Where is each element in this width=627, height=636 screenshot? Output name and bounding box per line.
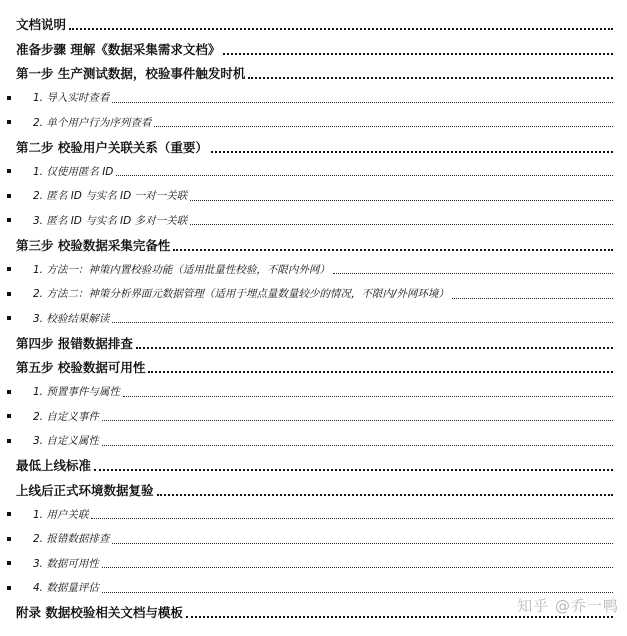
bullet-icon bbox=[7, 194, 11, 198]
bullet-icon bbox=[7, 96, 11, 100]
toc-entry-title: 第五步 校验数据可用性 bbox=[16, 360, 146, 376]
toc-entry-title: 文档说明 bbox=[16, 17, 67, 33]
dot-leader bbox=[112, 321, 613, 323]
toc-entry-title: 第三步 校验数据采集完备性 bbox=[16, 237, 171, 253]
toc-entry[interactable] bbox=[0, 233, 627, 258]
dot-leader bbox=[190, 199, 613, 201]
toc-entry-title: 准备步骤 理解《数据采集需求文档》 bbox=[16, 41, 221, 57]
toc-entry[interactable] bbox=[0, 453, 627, 478]
dot-leader bbox=[190, 223, 613, 225]
dot-leader bbox=[173, 248, 613, 251]
table-of-contents bbox=[0, 12, 627, 625]
dot-leader bbox=[248, 76, 613, 79]
dot-leader bbox=[452, 297, 613, 299]
bullet-icon bbox=[7, 537, 11, 541]
toc-entry-title: 2. 方法二：神策分析界面元数据管理（适用于埋点量数量较少的情况，不限内/外网环境） bbox=[33, 288, 449, 301]
toc-entry-title: 1. 预置事件与属性 bbox=[33, 386, 120, 399]
toc-entry-title: 3. 数据可用性 bbox=[33, 557, 99, 570]
dot-leader bbox=[223, 52, 613, 55]
toc-subentry[interactable] bbox=[0, 86, 627, 111]
toc-entry-title: 3. 校验结果解读 bbox=[33, 312, 110, 325]
toc-entry-title: 1. 仅使用匿名 ID bbox=[33, 165, 114, 178]
toc-entry[interactable] bbox=[0, 355, 627, 380]
toc-entry-title: 第一步 生产测试数据，校验事件触发时机 bbox=[16, 66, 246, 82]
watermark: 知乎 @乔一鸭 bbox=[517, 597, 619, 615]
toc-subentry[interactable] bbox=[0, 208, 627, 233]
dot-leader bbox=[112, 101, 613, 103]
toc-entry-title: 1. 用户关联 bbox=[33, 508, 89, 521]
toc-subentry[interactable] bbox=[0, 429, 627, 454]
bullet-icon bbox=[7, 512, 11, 516]
bullet-icon bbox=[7, 267, 11, 271]
toc-subentry[interactable] bbox=[0, 257, 627, 282]
toc-entry-title: 2. 自定义事件 bbox=[33, 410, 99, 423]
toc-subentry[interactable] bbox=[0, 159, 627, 184]
toc-entry-title: 3. 匿名 ID 与实名 ID 多对一关联 bbox=[33, 214, 188, 227]
toc-subentry[interactable] bbox=[0, 184, 627, 209]
dot-leader bbox=[102, 419, 613, 421]
dot-leader bbox=[69, 27, 613, 30]
dot-leader bbox=[157, 493, 613, 496]
dot-leader bbox=[94, 468, 613, 471]
toc-entry[interactable] bbox=[0, 135, 627, 160]
toc-entry[interactable] bbox=[0, 37, 627, 62]
toc-entry-title: 4. 数据量评估 bbox=[33, 582, 99, 595]
dot-leader bbox=[91, 517, 613, 519]
toc-entry-title: 2. 报错数据排查 bbox=[33, 533, 110, 546]
toc-subentry[interactable] bbox=[0, 551, 627, 576]
toc-entry[interactable] bbox=[0, 331, 627, 356]
toc-entry-title: 2. 匿名 ID 与实名 ID 一对一关联 bbox=[33, 190, 188, 203]
dot-leader bbox=[333, 272, 613, 274]
bullet-icon bbox=[7, 414, 11, 418]
toc-entry-title: 2. 单个用户行为序列查看 bbox=[33, 116, 152, 129]
bullet-icon bbox=[7, 292, 11, 296]
dot-leader bbox=[102, 566, 613, 568]
toc-entry-title: 附录 数据校验相关文档与模板 bbox=[16, 605, 183, 621]
dot-leader bbox=[116, 174, 613, 176]
bullet-icon bbox=[7, 561, 11, 565]
bullet-icon bbox=[7, 169, 11, 173]
toc-subentry[interactable] bbox=[0, 502, 627, 527]
bullet-icon bbox=[7, 120, 11, 124]
toc-subentry[interactable] bbox=[0, 380, 627, 405]
bullet-icon bbox=[7, 316, 11, 320]
bullet-icon bbox=[7, 390, 11, 394]
bullet-icon bbox=[7, 586, 11, 590]
dot-leader bbox=[123, 395, 613, 397]
bullet-icon bbox=[7, 218, 11, 222]
dot-leader bbox=[112, 542, 613, 544]
toc-subentry[interactable] bbox=[0, 527, 627, 552]
toc-subentry[interactable] bbox=[0, 306, 627, 331]
toc-entry-title: 1. 导入实时查看 bbox=[33, 92, 110, 105]
toc-entry-title: 上线后正式环境数据复验 bbox=[16, 482, 154, 498]
toc-subentry[interactable] bbox=[0, 404, 627, 429]
toc-entry-title: 第二步 校验用户关联关系（重要） bbox=[16, 139, 208, 155]
toc-subentry[interactable] bbox=[0, 110, 627, 135]
toc-entry[interactable] bbox=[0, 61, 627, 86]
toc-entry-title: 1. 方法一：神策内置校验功能（适用批量性校验，不限内外网） bbox=[33, 263, 330, 276]
dot-leader bbox=[136, 346, 613, 349]
dot-leader bbox=[154, 125, 613, 127]
toc-entry-title: 第四步 报错数据排查 bbox=[16, 335, 133, 351]
toc-entry[interactable] bbox=[0, 478, 627, 503]
dot-leader bbox=[211, 150, 613, 153]
toc-entry-title: 3. 自定义属性 bbox=[33, 435, 99, 448]
dot-leader bbox=[148, 370, 613, 373]
bullet-icon bbox=[7, 439, 11, 443]
dot-leader bbox=[102, 444, 613, 446]
toc-entry-title: 最低上线标准 bbox=[16, 458, 92, 474]
toc-subentry[interactable] bbox=[0, 282, 627, 307]
dot-leader bbox=[102, 591, 613, 593]
toc-entry[interactable] bbox=[0, 12, 627, 37]
